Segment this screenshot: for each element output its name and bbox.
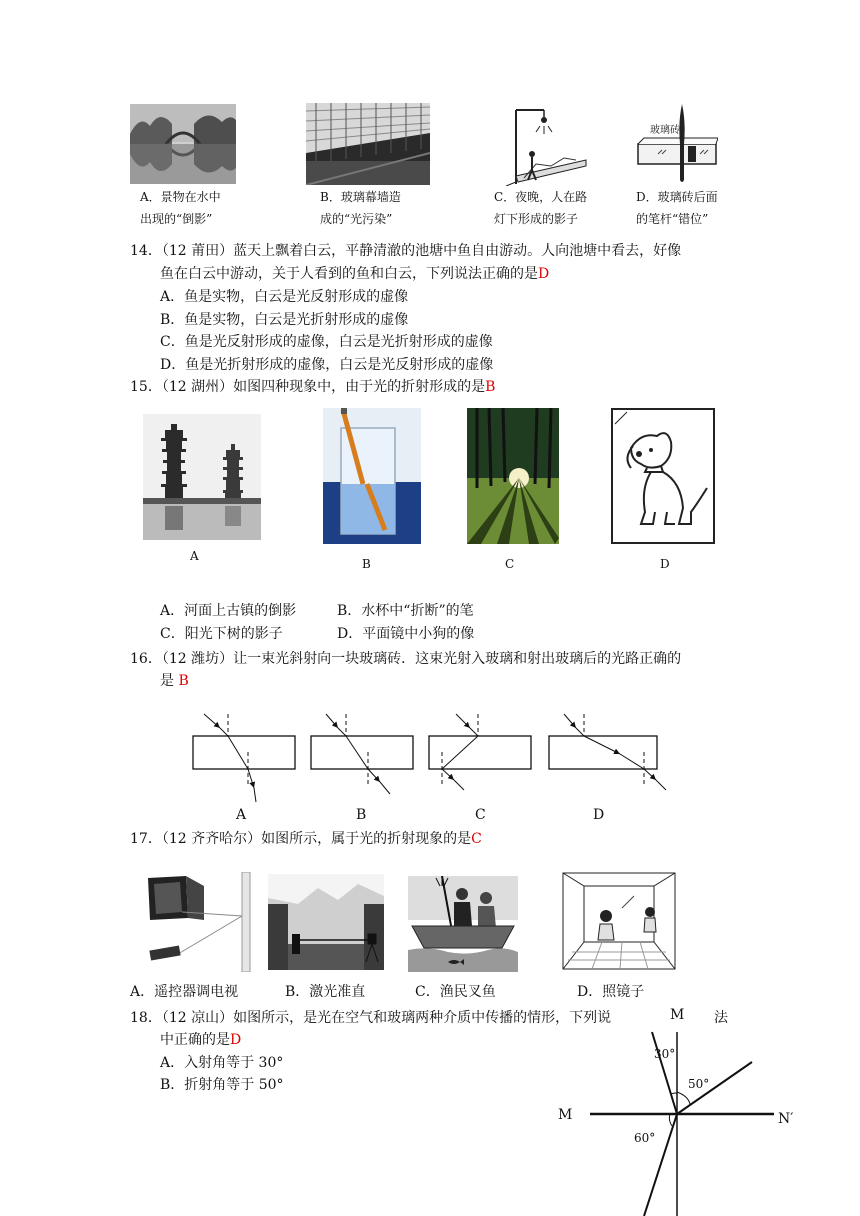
q18-angle-top: 30° <box>654 1047 676 1061</box>
street-lamp-shadow-figure <box>496 104 588 186</box>
q16-answer: B <box>178 673 189 689</box>
q15-figure-label-d: D <box>660 557 670 571</box>
q17-caption-c: C．渔民叉鱼 <box>415 984 496 1000</box>
q16-ray-diagrams <box>180 706 680 806</box>
caption-a-line2: 出现的“倒影” <box>140 212 213 226</box>
q17-caption-b: B．激光准直 <box>285 984 366 1000</box>
q18-stem-text: 中正确的是 <box>160 1032 230 1048</box>
q18-option-b: B．折射角等于 50° <box>160 1077 284 1093</box>
caption-d-line1: D．玻璃砖后面 <box>636 190 718 204</box>
q15-answer: B <box>485 379 496 395</box>
q16-figure-label-d: D <box>593 807 605 823</box>
q15-option-a: A．河面上古镇的倒影 <box>160 603 297 619</box>
pencil-in-glass-photo <box>323 408 421 544</box>
q18-stem-line1b: 法 <box>714 1010 728 1026</box>
glass-brick-pen-figure <box>634 102 718 186</box>
laser-collimation-figure <box>268 874 384 970</box>
q15-stem <box>130 376 495 398</box>
q18-angle-right: 50° <box>688 1077 710 1091</box>
q18-angle-bottom: 60° <box>634 1131 656 1145</box>
fisherman-spear-figure <box>408 876 518 972</box>
q18-stem-line1a: 18．（12 凉山）如图所示，是光在空气和玻璃两种介质中传播的情形，下列说 <box>130 1010 612 1026</box>
q18-answer: D <box>230 1032 242 1048</box>
tree-shadow-photo <box>467 408 559 544</box>
q16-figure-label-c: C <box>475 807 486 823</box>
q18-label-right: N′ <box>778 1111 794 1127</box>
glass-curtain-wall-photo <box>306 103 430 185</box>
q15-figure-label-a: A <box>190 549 199 563</box>
glass-brick-label: 玻璃砖 <box>650 125 680 136</box>
q17-answer: C <box>471 831 482 847</box>
caption-b-line2: 成的“光污染” <box>320 212 393 226</box>
dog-mirror-figure <box>611 408 715 544</box>
q14-stem-text: 鱼在白云中游动，关于人看到的鱼和白云，下列说法正确的是 <box>160 266 538 282</box>
q18-option-a: A．入射角等于 30° <box>160 1055 284 1071</box>
q16-stem-line1: 16．（12 潍坊）让一束光斜射向一块玻璃砖．这束光射入玻璃和射出玻璃后的光路正确的 <box>130 651 682 667</box>
q16-figure-label-a: A <box>236 807 247 823</box>
remote-control-tv-figure <box>142 872 254 972</box>
q18-stem-line2 <box>160 1029 241 1051</box>
q15-stem-text: 15．（12 湖州）如图四种现象中，由于光的折射形成的是 <box>130 379 486 395</box>
q17-stem <box>130 828 482 850</box>
mirror-children-figure <box>562 872 676 970</box>
q14-option-b: B．鱼是实物，白云是光折射形成的虚像 <box>160 312 409 328</box>
q18-label-left: M <box>558 1107 573 1123</box>
q14-answer: D <box>538 266 550 282</box>
pagoda-reflection-photo <box>143 414 261 540</box>
q18-label-top: M <box>670 1007 685 1023</box>
q14-stem-line1: 14．（12 莆田）蓝天上飘着白云，平静清澈的池塘中鱼自由游动。人向池塘中看去，好像 <box>130 243 682 259</box>
caption-b-line1: B．玻璃幕墙造 <box>320 190 401 204</box>
q16-figure-label-b: B <box>356 807 367 823</box>
q17-caption-d: D．照镜子 <box>577 984 645 1000</box>
caption-c-line2: 灯下形成的影子 <box>494 212 579 226</box>
q14-option-a: A．鱼是实物，白云是光反射形成的虚像 <box>160 289 409 305</box>
q16-stem-line2 <box>160 670 189 692</box>
q15-option-b: B．水杯中“折断”的笔 <box>337 603 474 619</box>
q14-stem-line2 <box>160 263 549 285</box>
q17-caption-a: A．遥控器调电视 <box>130 984 239 1000</box>
caption-c-line1: C．夜晚，人在路 <box>494 190 588 204</box>
q16-stem-text: 是 <box>160 673 174 689</box>
scenery-reflection-photo <box>130 104 236 184</box>
q14-option-c: C．鱼是光反射形成的虚像，白云是光折射形成的虚像 <box>160 334 493 350</box>
caption-d-line2: 的笔杆“错位” <box>636 212 709 226</box>
q15-option-d: D．平面镜中小狗的像 <box>337 626 475 642</box>
q15-option-c: C．阳光下树的影子 <box>160 626 283 642</box>
q15-figure-label-b: B <box>362 557 371 571</box>
caption-a-line1: A．景物在水中 <box>140 190 221 204</box>
q15-figure-label-c: C <box>505 557 515 571</box>
q14-option-d: D．鱼是光折射形成的虚像，白云是光反射形成的虚像 <box>160 357 494 373</box>
q17-stem-text: 17．（12 齐齐哈尔）如图所示，属于光的折射现象的是 <box>130 831 472 847</box>
